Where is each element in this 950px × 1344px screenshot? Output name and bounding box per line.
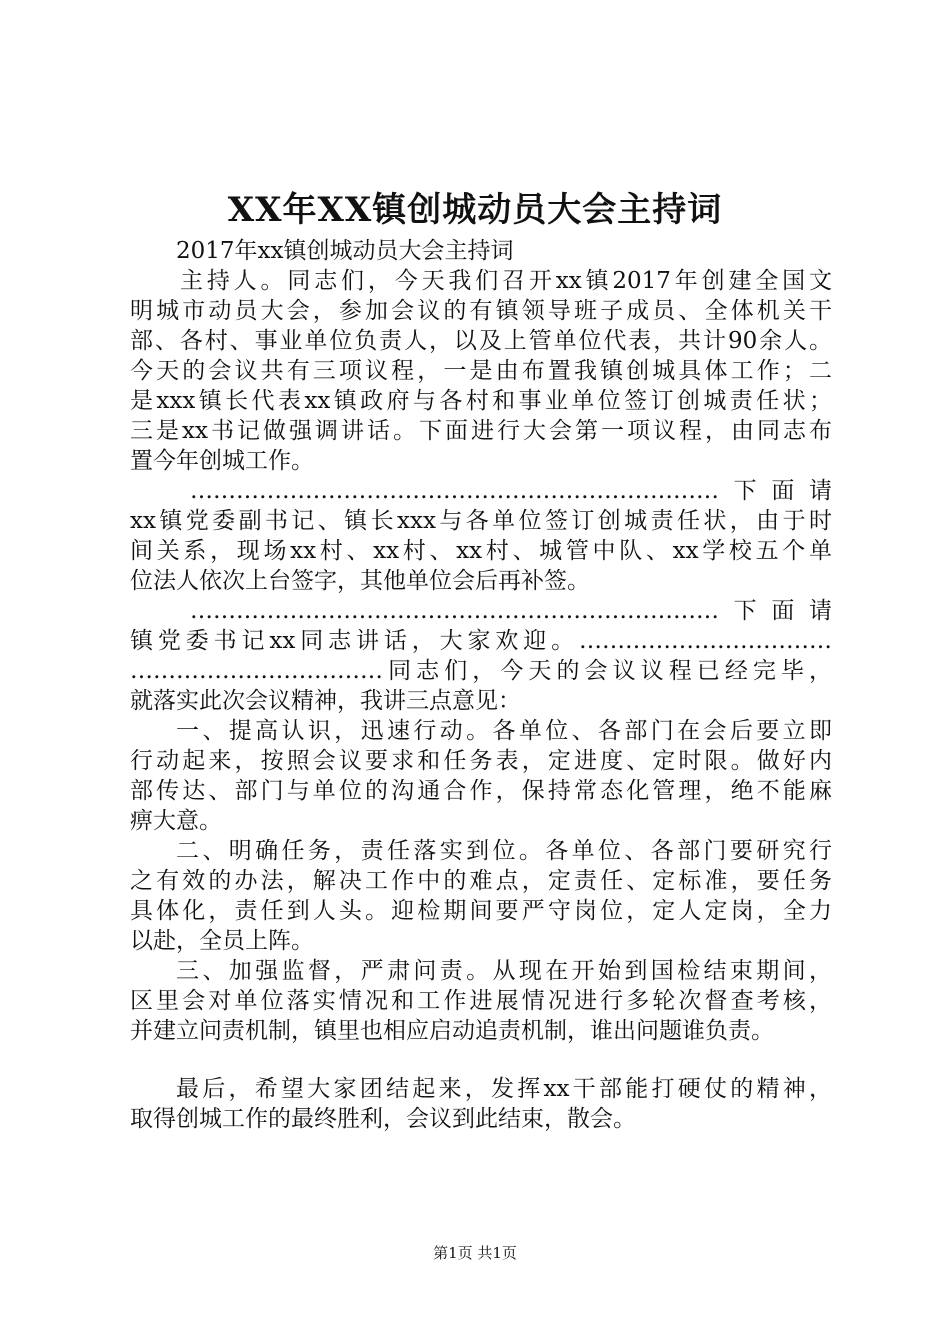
body-line: 今天的会议共有三项议程，一是由布置我镇创城具体工作；二 xyxy=(130,358,832,384)
document-subtitle: 2017年xx镇创城动员大会主持词 xyxy=(176,238,514,264)
body-line: 取得创城工作的最终胜利，会议到此结束，散会。 xyxy=(130,1106,636,1132)
body-line: 最后，希望大家团结起来，发挥xx干部能打硬仗的精神， xyxy=(176,1076,832,1102)
page-footer: 第1页 共1页 xyxy=(433,1244,517,1262)
body-line: 明城市动员大会，参加会议的有镇领导班子成员、全体机关干 xyxy=(130,298,832,324)
body-line: 置今年创城工作。 xyxy=(130,448,314,474)
body-line: 主持人。同志们，今天我们召开xx镇2017年创建全国文 xyxy=(180,268,832,294)
body-line: ……………………………同志们，今天的会议议程已经完毕， xyxy=(130,658,832,684)
document-body xyxy=(130,236,832,1134)
body-line: 以赴，全员上阵。 xyxy=(130,928,314,954)
body-line: 是xxx镇长代表xx镇政府与各村和事业单位签订创城责任状； xyxy=(130,388,832,414)
body-line: 并建立问责机制，镇里也相应启动追责机制，谁出问题谁负责。 xyxy=(130,1018,774,1044)
body-line: 部、各村、事业单位负责人，以及上管单位代表，共计90余人。 xyxy=(130,328,832,354)
body-line: 区里会对单位落实情况和工作进展情况进行多轮次督查考核， xyxy=(130,988,832,1014)
body-line: xx镇党委副书记、镇长xxx与各单位签订创城责任状，由于时 xyxy=(130,508,832,534)
body-line: 间关系，现场xx村、xx村、xx村、城管中队、xx学校五个单 xyxy=(130,538,832,564)
document-title: XX年XX镇创城动员大会主持词 xyxy=(227,190,723,230)
body-line: 三、加强监督，严肃问责。从现在开始到国检结束期间， xyxy=(176,958,832,984)
body-line: ……………………………………………………………下面请 xyxy=(190,598,832,624)
body-line: 一、提高认识，迅速行动。各单位、各部门在会后要立即 xyxy=(176,718,832,744)
body-line: 痹大意。 xyxy=(130,808,222,834)
body-line: 镇党委书记xx同志讲话，大家欢迎。…………………………… xyxy=(130,628,832,654)
body-line: 部传达、部门与单位的沟通合作，保持常态化管理，绝不能麻 xyxy=(130,778,832,804)
body-line: 之有效的办法，解决工作中的难点，定责任、定标准，要任务 xyxy=(130,868,832,894)
body-line: 三是xx书记做强调讲话。下面进行大会第一项议程，由同志布 xyxy=(130,418,832,444)
body-line: ……………………………………………………………下面请 xyxy=(190,478,832,504)
body-line: 二、明确任务，责任落实到位。各单位、各部门要研究行 xyxy=(176,838,832,864)
paragraph-gap xyxy=(130,1046,832,1074)
body-line: 具体化，责任到人头。迎检期间要严守岗位，定人定岗，全力 xyxy=(130,898,832,924)
body-line: 就落实此次会议精神，我讲三点意见： xyxy=(130,688,521,714)
body-line: 行动起来，按照会议要求和任务表，定进度、定时限。做好内 xyxy=(130,748,832,774)
body-line: 位法人依次上台签字，其他单位会后再补签。 xyxy=(130,568,590,594)
